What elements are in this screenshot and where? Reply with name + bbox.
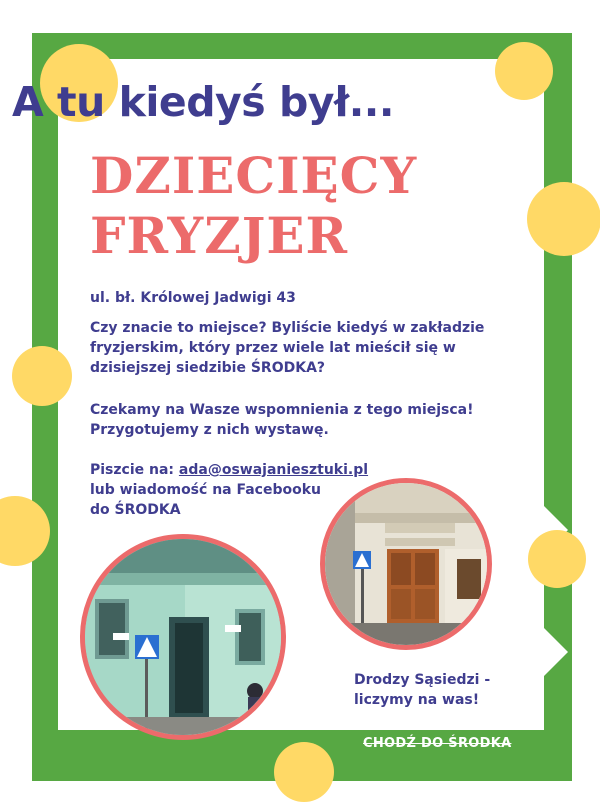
headline: A tu kiedyś był... xyxy=(12,78,394,126)
decor-dot xyxy=(528,530,586,588)
text-line: lub wiadomość na Facebooku xyxy=(90,482,321,498)
frame-notch-lower xyxy=(536,620,568,684)
frame-left xyxy=(32,33,58,781)
building-illustration xyxy=(85,539,281,735)
paragraph-question xyxy=(90,318,484,378)
paragraph-invitation xyxy=(90,400,474,440)
text-line: Czekamy na Wasze wspomnienia z tego miejsca! xyxy=(90,402,474,418)
poster-title xyxy=(90,146,417,266)
decor-dot xyxy=(274,742,334,802)
contact-line xyxy=(90,460,368,480)
address: ul. bł. Królowej Jadwigi 43 xyxy=(90,290,296,306)
decor-dot xyxy=(495,42,553,100)
text-line: Czy znacie to miejsce? Byliście kiedyś w zakładzie xyxy=(90,320,485,336)
text-line: dzisiejszej siedzibie ŚRODKA? xyxy=(90,360,326,376)
text-line: Drodzy Sąsiedzi - xyxy=(354,672,491,688)
contact-info xyxy=(90,460,368,520)
decor-dot xyxy=(527,182,600,256)
text-line: Przygotujemy z nich wystawę. xyxy=(90,422,329,438)
decor-dot xyxy=(12,346,72,406)
building-illustration xyxy=(325,483,487,645)
frame-top xyxy=(32,33,572,59)
text-line: liczymy na was! xyxy=(354,692,480,708)
footer-slogan: CHODŹ DO ŚRODKA xyxy=(363,736,512,751)
text-line: fryzjerskim, który przez wiele lat mieścił się w xyxy=(90,340,456,356)
email-link[interactable]: ada@oswajaniesztuki.pl xyxy=(178,462,369,478)
building-photo-right xyxy=(320,478,492,650)
text-line: do ŚRODKA xyxy=(90,502,181,518)
building-photo-left xyxy=(80,534,286,740)
title-line: DZIECIĘCY xyxy=(90,146,418,205)
title-line: FRYZJER xyxy=(90,206,349,265)
contact-prefix: Piszcie na: xyxy=(90,462,179,478)
closing-message xyxy=(354,670,490,710)
